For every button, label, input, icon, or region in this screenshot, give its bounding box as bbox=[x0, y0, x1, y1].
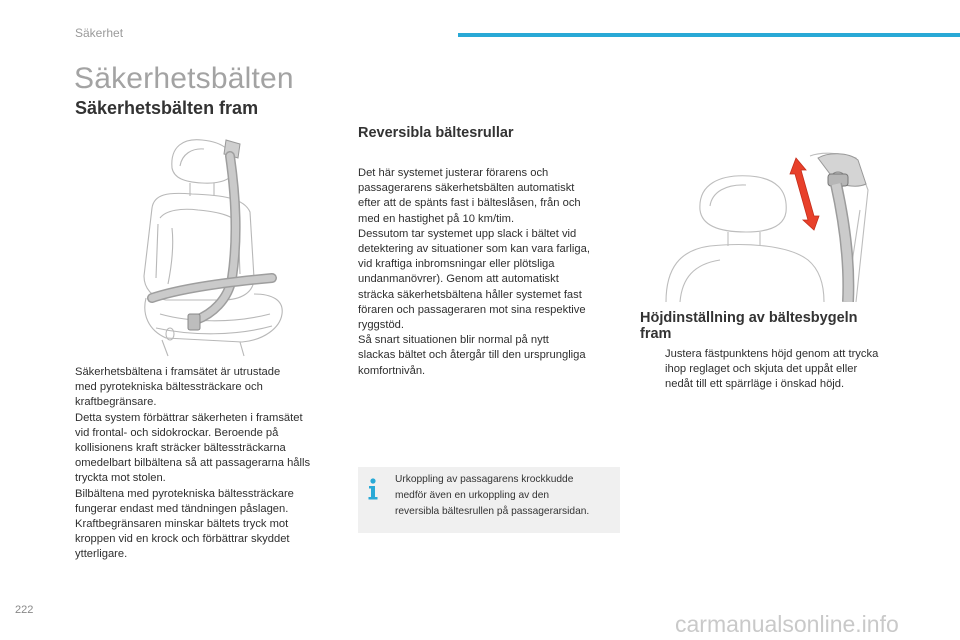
middle-text-line: Dessutom tar systemet upp slack i bältet vid bbox=[358, 227, 577, 240]
left-text-line: kraftbegränsare. bbox=[75, 396, 157, 409]
info-line: reversibla bältesrullen på passagerarsidan. bbox=[395, 506, 590, 517]
left-text-line: ytterligare. bbox=[75, 548, 128, 561]
middle-text-line: vid kraftiga inbromsningar eller plötsliga bbox=[358, 258, 555, 271]
middle-text-line: detektering av situationer som kan vara farliga, bbox=[358, 243, 590, 256]
page-title: Säkerhetsbälten bbox=[74, 62, 294, 95]
section-subtitle: Säkerhetsbälten fram bbox=[75, 98, 259, 118]
left-text-line: kollisionens kraft sträcker bältessträckarna bbox=[75, 442, 286, 455]
page-number: 222 bbox=[15, 604, 34, 616]
left-text-line: vid frontal- och sidokrockar. Beroende på bbox=[75, 426, 279, 439]
middle-text-line: slackas bältet och återgår till den ursprungliga bbox=[358, 349, 586, 362]
right-column-text bbox=[665, 347, 905, 393]
middle-text-line: med en hastighet på 10 km/tim. bbox=[358, 212, 515, 225]
middle-text-line: passagerarens säkerhetsbälten automatiskt bbox=[358, 182, 575, 195]
left-text-line: Bilbältena med pyrotekniska bältessträckare bbox=[75, 487, 294, 500]
middle-column-text bbox=[358, 166, 620, 379]
left-text-line: omedelbart bilbältena så att passagerarna hålls bbox=[75, 457, 311, 470]
left-text-line: Detta system förbättrar säkerheten i framsätet bbox=[75, 411, 303, 424]
left-text-line: kroppen vid en krock och förbättrar skyddet bbox=[75, 533, 290, 546]
middle-text-line: undanmanövrer). Genom att automatiskt bbox=[358, 273, 559, 286]
heading-line: Höjdinställning av bältesbygeln bbox=[640, 310, 858, 326]
info-note bbox=[395, 472, 619, 520]
middle-text-line: komfortnivån. bbox=[358, 364, 426, 377]
right-text-line: ihop reglaget och skjuta det uppåt eller bbox=[665, 363, 858, 376]
middle-text-line: Så snart situationen blir normal på nytt bbox=[358, 334, 549, 347]
right-text-line: nedåt till ett spärrläge i önskad höjd. bbox=[665, 378, 845, 391]
middle-text-line: sträcka säkerhetsbältena håller systemet fast bbox=[358, 288, 582, 301]
watermark: carmanualsonline.info bbox=[675, 611, 899, 637]
middle-text-line: ryggstöd. bbox=[358, 319, 405, 332]
reversible-retractor-heading: Reversibla bältesrullar bbox=[358, 125, 514, 141]
section-label: Säkerhet bbox=[75, 26, 124, 40]
height-adjustment-heading bbox=[640, 310, 910, 342]
left-column-text bbox=[75, 365, 343, 563]
heading-line: fram bbox=[640, 326, 672, 342]
info-line: Urkoppling av passagarens krockkudde bbox=[395, 474, 574, 485]
seat-belt-illustration bbox=[132, 128, 322, 358]
left-text-line: tryckta mot stolen. bbox=[75, 472, 166, 485]
left-text-line: Säkerhetsbältena i framsätet är utrustade bbox=[75, 366, 281, 378]
middle-text-line: efter att de spänts fast i bälteslåsen, från och bbox=[358, 197, 581, 210]
middle-text-line: Det här systemet justerar förarens och bbox=[358, 167, 549, 179]
section-accent-rule bbox=[458, 33, 960, 37]
middle-text-line: föraren och passageraren mot sina respektive bbox=[358, 303, 586, 316]
info-icon bbox=[365, 477, 381, 501]
right-text-line: Justera fästpunktens höjd genom att trycka bbox=[665, 348, 879, 360]
left-text-line: med pyrotekniska bältessträckare och bbox=[75, 381, 263, 394]
info-line: medför även en urkoppling av den bbox=[395, 490, 550, 501]
left-text-line: Kraftbegränsaren minskar bältets tryck mot bbox=[75, 518, 289, 531]
belt-anchor-illustration bbox=[660, 150, 906, 302]
left-text-line: fungerar endast med tändningen påslagen. bbox=[75, 502, 289, 515]
